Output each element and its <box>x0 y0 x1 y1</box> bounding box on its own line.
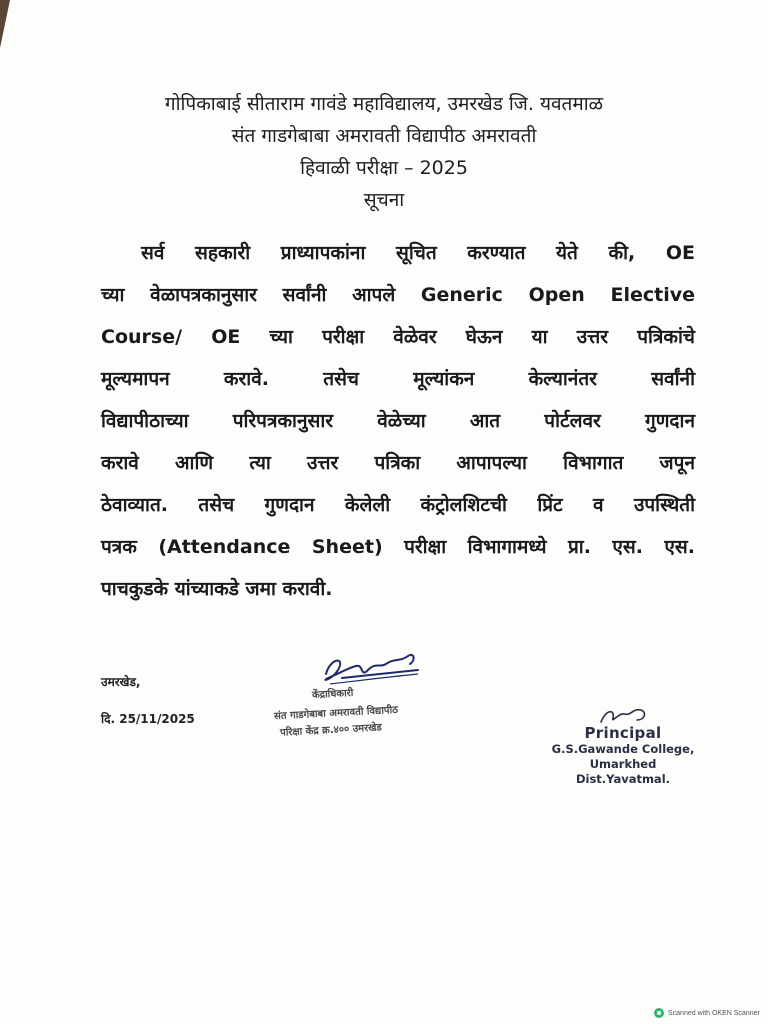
principal-college: G.S.Gawande College, <box>551 742 695 756</box>
document-header <box>0 88 768 216</box>
body-line-8: पत्रक (Attendance Sheet) परीक्षा विभागामध्ये प्रा. एस. एस. <box>101 536 695 558</box>
principal-block <box>548 704 698 787</box>
date-label: दि. 25/11/2025 <box>101 712 195 726</box>
body-line-5: विद्यापीठाच्या परिपत्रकानुसार वेळेच्या आत पोर्टलवर गुणदान <box>101 410 695 432</box>
stamp-title: केंद्राधिकारी <box>311 687 354 702</box>
scan-corner-mark <box>0 0 10 48</box>
body-line-2: च्या वेळापत्रकानुसार सर्वांनी आपले Generic Open Elective <box>101 284 695 306</box>
body-line-3: Course/ OE च्या परीक्षा वेळेवर घेऊन या उत्तर पत्रिकांचे <box>101 326 695 348</box>
stamp-line-2: परिक्षा केंद्र क्र.४०० उमरखेड <box>279 722 383 739</box>
college-name: गोपिकाबाई सीताराम गावंडे महाविद्यालय, उमरखेड जि. यवतमाळ <box>164 93 604 115</box>
principal-place: Umarkhed Dist.Yavatmal. <box>575 757 671 786</box>
scanner-logo-icon <box>654 1008 664 1018</box>
stamp-line-1: संत गाडगेबाबा अमरावती विद्यापीठ <box>273 704 399 723</box>
place-label: उमरखेड, <box>101 675 141 689</box>
notice-body <box>101 232 695 610</box>
university-name: संत गाडगेबाबा अमरावती विद्यापीठ अमरावती <box>231 125 537 147</box>
body-line-1: सर्व सहकारी प्राध्यापकांना सूचित करण्यात येते की, OE <box>141 242 695 264</box>
notice-title: सूचना <box>363 189 405 211</box>
body-line-4: मूल्यमापन करावे. तसेच मूल्यांकन केल्यानंतर सर्वांनी <box>101 368 695 390</box>
body-line-9: पाचकुडके यांच्याकडे जमा करावी. <box>101 578 333 600</box>
principal-title: Principal <box>584 724 662 742</box>
body-line-7: ठेवाव्यात. तसेच गुणदान केलेली कंट्रोलशिटची प्रिंट व उपस्थिती <box>101 494 695 516</box>
scanner-label: Scanned with OKEN Scanner <box>668 1009 760 1017</box>
scanner-watermark <box>654 1008 760 1018</box>
body-line-6: करावे आणि त्या उत्तर पत्रिका आपापल्या विभागात जपून <box>101 452 695 474</box>
exam-title: हिवाळी परीक्षा – 2025 <box>300 157 468 179</box>
